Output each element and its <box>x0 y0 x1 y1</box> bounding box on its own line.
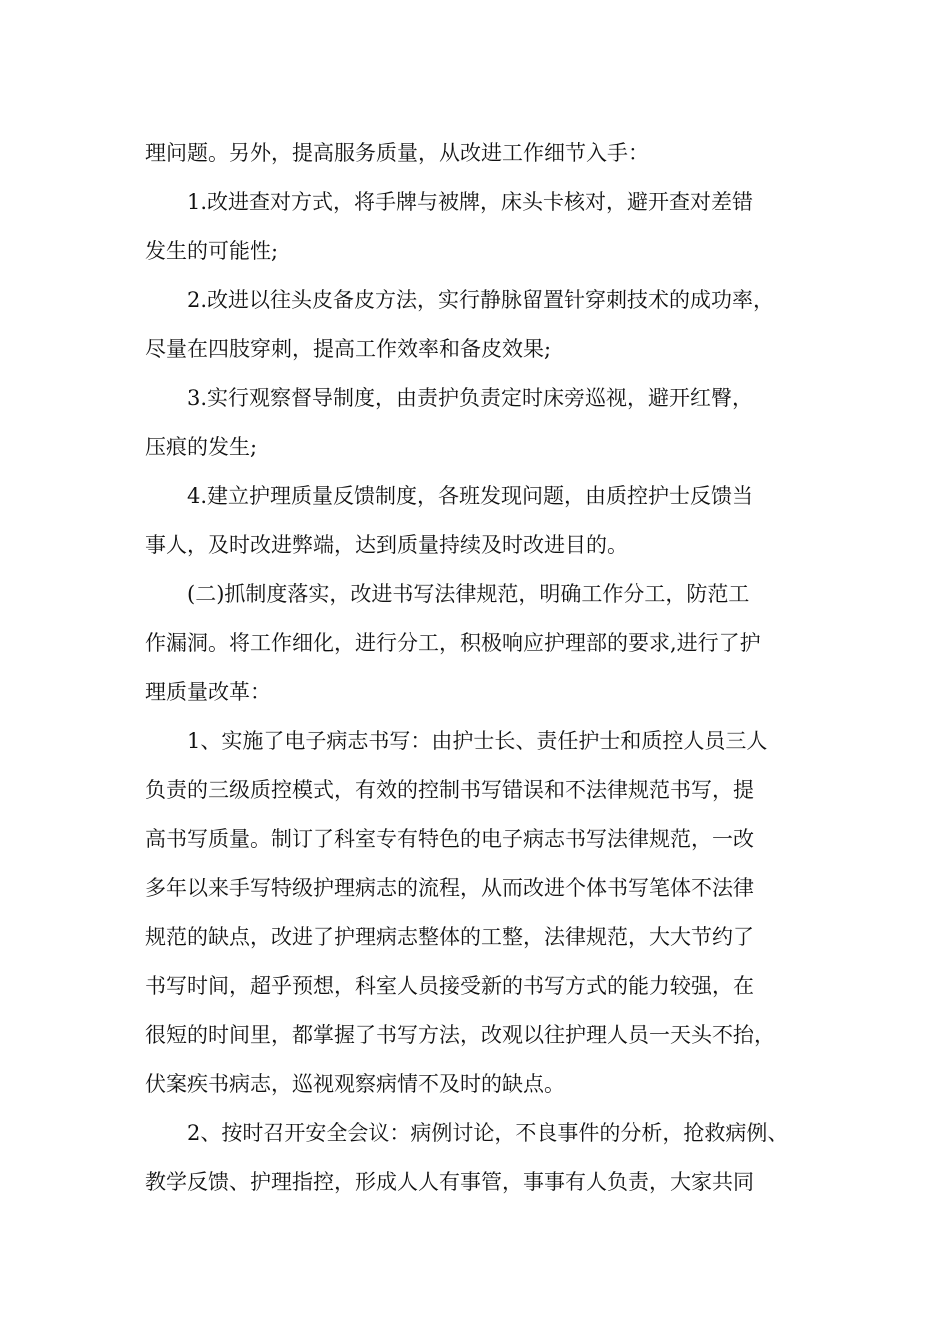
text-line: 理质量改革： <box>145 680 271 704</box>
text-line: 书写时间，超乎预想，科室人员接受新的书写方式的能力较强，在 <box>145 974 754 998</box>
text-line: (二)抓制度落实，改进书写法律规范，明确工作分工，防范工 <box>187 582 750 606</box>
text-line: 很短的时间里，都掌握了书写方法，改观以往护理人员一天头不抬， <box>145 1023 775 1047</box>
text-line: 尽量在四肢穿刺，提高工作效率和备皮效果; <box>145 337 552 361</box>
document-body <box>145 129 825 1207</box>
text-line: 压痕的发生; <box>145 435 258 459</box>
text-line: 规范的缺点，改进了护理病志整体的工整，法律规范，大大节约了 <box>145 925 754 949</box>
text-line: 多年以来手写特级护理病志的流程，从而改进个体书写笔体不法律 <box>145 876 754 900</box>
text-line: 3.实行观察督导制度，由责护负责定时床旁巡视，避开红臀， <box>187 386 754 410</box>
text-line: 2、按时召开安全会议：病例讨论，不良事件的分析，抢救病例、 <box>187 1121 789 1145</box>
text-line: 教学反馈、护理指控，形成人人有事管，事事有人负责，大家共同 <box>145 1170 754 1194</box>
text-line: 伏案疾书病志，巡视观察病情不及时的缺点。 <box>145 1072 565 1096</box>
text-line: 高书写质量。制订了科室专有特色的电子病志书写法律规范，一改 <box>145 827 754 851</box>
text-line: 2.改进以往头皮备皮方法，实行静脉留置针穿刺技术的成功率， <box>187 288 775 312</box>
text-line: 作漏洞。将工作细化，进行分工，积极响应护理部的要求,进行了护 <box>145 631 761 655</box>
text-line: 4.建立护理质量反馈制度，各班发现问题，由质控护士反馈当 <box>187 484 754 508</box>
text-line: 事人，及时改进弊端，达到质量持续及时改进目的。 <box>145 533 628 557</box>
text-line: 理问题。另外，提高服务质量，从改进工作细节入手： <box>145 141 649 165</box>
text-line: 1.改进查对方式，将手牌与被牌，床头卡核对，避开查对差错 <box>187 190 754 214</box>
text-line: 发生的可能性; <box>145 239 279 263</box>
text-line: 负责的三级质控模式，有效的控制书写错误和不法律规范书写，提 <box>145 778 754 802</box>
text-line: 1、实施了电子病志书写：由护士长、责任护士和质控人员三人 <box>187 729 768 753</box>
